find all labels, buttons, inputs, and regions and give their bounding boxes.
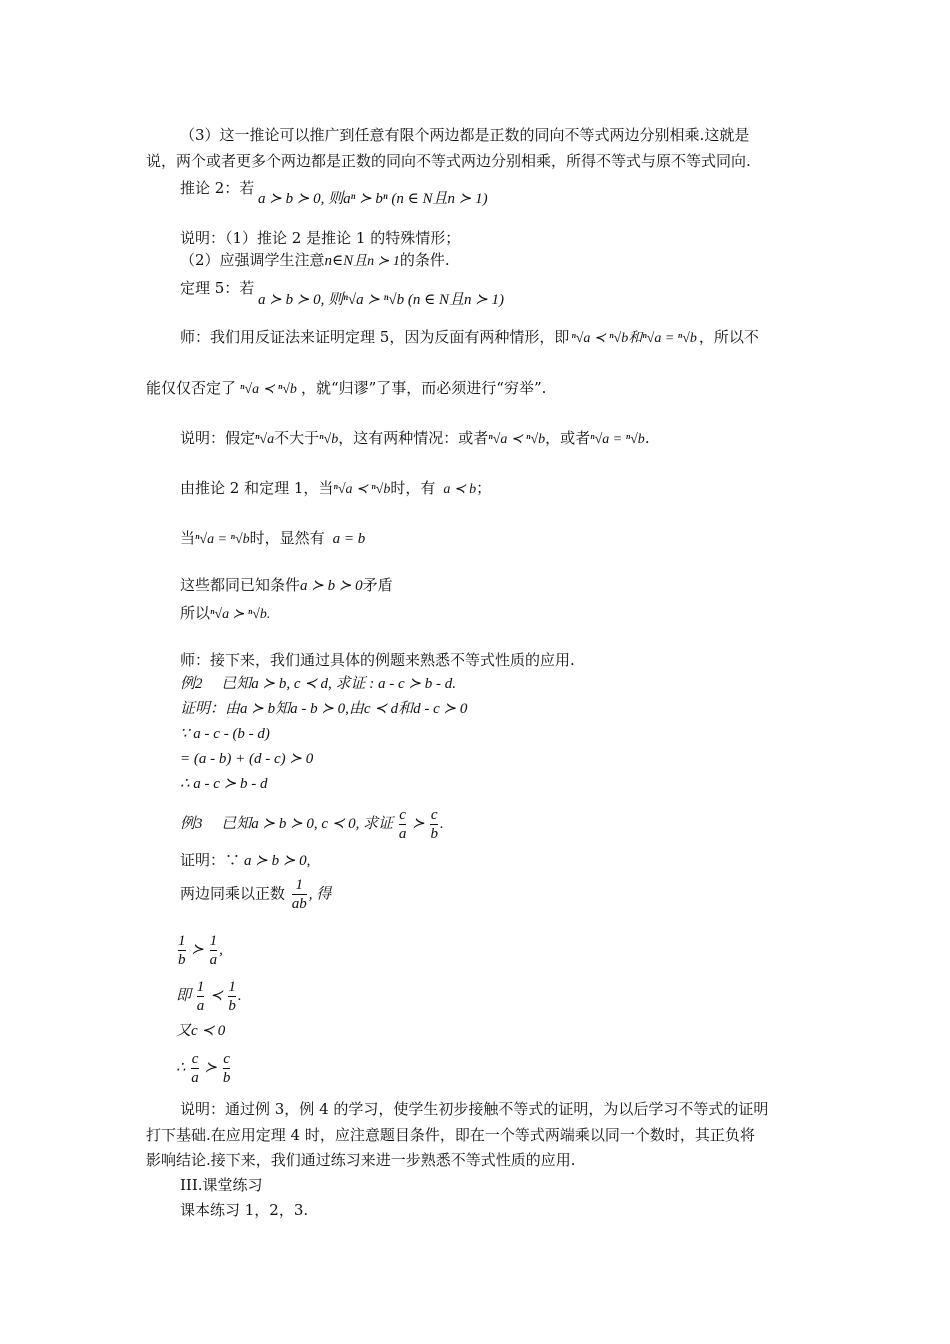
math-inline: ⁿ√a = ⁿ√b	[195, 532, 250, 547]
proof-line: = (a - b) + (d - c) ≻ 0	[180, 751, 314, 767]
text: 当	[180, 529, 196, 547]
fraction: $\frac{c}{a}$	[191, 1051, 199, 1086]
contradiction-line	[180, 575, 393, 596]
text: 时，显然有	[249, 529, 325, 547]
note-text: （2）应强调学生注意	[180, 251, 325, 269]
proof-conclusion: ∴ $\frac{c}{a}$ ≻ $\frac{c}{b}$	[176, 1051, 231, 1086]
summary-line: 说明：通过例 3，例 4 的学习，使学生初步接触不等式的证明，为以后学习不等式的证明	[180, 1100, 769, 1118]
math-inline: a = b	[332, 531, 366, 547]
text: ，或者	[545, 429, 591, 447]
teacher-remark-line: 师：接下来，我们通过具体的例题来熟悉不等式性质的应用.	[180, 651, 575, 669]
proof-line: ∴ a - c ≻ b - d	[180, 776, 268, 792]
corollary-2-label: 推论 2：若	[180, 179, 255, 197]
relation: ≻	[191, 941, 204, 958]
math-inline: ⁿ√a ≺ ⁿ√b	[488, 432, 546, 447]
teacher-remark-line	[180, 327, 759, 349]
math-inline: ⁿ√a	[255, 432, 275, 447]
text: ，这有两种情况：或者	[338, 429, 489, 447]
fraction: $\frac{c}{b}$	[222, 1051, 231, 1086]
summary-line: 影响结论.接下来，我们通过练习来进一步熟悉不等式性质的应用.	[146, 1151, 576, 1169]
text: 所以	[180, 604, 211, 622]
exercise-line: 课本练习 1，2，3.	[180, 1201, 309, 1219]
text: 两边同乘以正数	[180, 884, 286, 903]
remark-text: ，所以不	[698, 328, 759, 346]
math-inline: 且n ≻ 1	[353, 254, 400, 269]
fraction: $\frac{1}{b}$	[228, 979, 236, 1014]
text: 矛盾	[362, 576, 393, 594]
fraction: $\frac{1}{a}$	[196, 979, 205, 1014]
math-inline: ⁿ√a ≻ ⁿ√b.	[210, 607, 271, 622]
corollary-2-formula: a ≻ b ≻ 0, 则aⁿ ≻ bⁿ (n ∈ N且n ≻ 1)	[258, 191, 488, 207]
math-inline: ⁿ√a ≺ ⁿ√b和ⁿ√a = ⁿ√b	[571, 331, 697, 346]
text: ；	[476, 479, 492, 497]
math-inline: a ≻ b ≻ 0,	[244, 853, 311, 869]
note-line: 说明：（1）推论 2 是推论 1 的特殊情形；	[180, 229, 461, 247]
remark-text: ，就“归谬”了事，而必须进行“穷举”.	[300, 379, 547, 397]
proof-line: $\frac{1}{b}$ ≻ $\frac{1}{a}$ ,	[178, 933, 223, 968]
relation: ≻	[204, 1059, 218, 1076]
proof-line: 证明：由a ≻ b知a - b ≻ 0,由c ≺ d和d - c ≻ 0	[180, 701, 468, 717]
text: 这些都同已知条件	[180, 576, 301, 594]
fraction: $\frac{1}{b}$	[178, 933, 186, 968]
relation: ≻	[412, 815, 425, 832]
text: .	[644, 429, 650, 447]
text: 时，有	[390, 479, 436, 497]
reasoning-line	[180, 528, 365, 550]
remark-text: 师：我们用反证法来证明定理 5，因为反面有两种情形，即	[180, 328, 570, 346]
paragraph-line: 说，两个或者更多个两边都是正数的同向不等式两边分别相乘，所得不等式与原不等式同向.	[146, 152, 751, 170]
math-inline: a ≺ b	[443, 482, 477, 497]
reasoning-line	[180, 478, 491, 500]
proof-line: 即 $\frac{1}{a}$ ≺ $\frac{1}{b}$ .	[176, 979, 242, 1014]
proof-line: 又c ≺ 0	[176, 1023, 226, 1039]
summary-line: 打下基础.在应用定理 4 时，应注意题目条件，即在一个等式两端乘以同一个数时，其正负将	[146, 1126, 755, 1144]
text: 证明：∵	[180, 851, 241, 869]
math-inline: n∈N	[324, 253, 354, 269]
math-inline: a ≻ b ≻ 0	[300, 578, 363, 594]
math-inline: ⁿ√a ≺ ⁿ√b	[333, 482, 391, 497]
proof-line	[180, 850, 310, 871]
example-2: 例2 已知a ≻ b, c ≺ d, 求证 : a - c ≻ b - d.	[180, 676, 457, 692]
text: 不大于	[274, 429, 320, 447]
section-heading: III.课堂练习	[180, 1176, 263, 1194]
proof-line: 两边同乘以正数 $\frac{1}{ab}$ , 得	[180, 877, 332, 912]
assumption-line	[180, 428, 650, 450]
conclusion-line	[180, 603, 270, 625]
example-3: 例3 已知a ≻ b ≻ 0, c ≺ 0, 求证 $\frac{c}{a}$ ≻ $\frac{c}{b}$ .	[180, 807, 444, 842]
math-inline: ⁿ√a = ⁿ√b	[590, 432, 645, 447]
teacher-remark-line	[146, 378, 546, 400]
math-inline: ⁿ√a ≺ ⁿ√b	[240, 382, 297, 397]
fraction: $\frac{1}{ab}$	[291, 877, 307, 912]
fraction: $\frac{c}{a}$	[398, 807, 407, 842]
proof-line: ∵ a - c - (b - d)	[180, 726, 270, 742]
note-line	[180, 250, 450, 272]
fraction: $\frac{1}{a}$	[209, 933, 218, 968]
paragraph-line: （3）这一推论可以推广到任意有限个两边都是正数的同向不等式两边分别相乘.这就是	[180, 126, 750, 144]
theorem-5-formula: a ≻ b ≻ 0, 则ⁿ√a ≻ ⁿ√b (n ∈ N且n ≻ 1)	[258, 292, 505, 308]
theorem-5-label: 定理 5：若	[180, 279, 255, 297]
text: 由推论 2 和定理 1，当	[180, 479, 334, 497]
remark-text: 能仅仅否定了	[146, 379, 237, 397]
math-inline: ⁿ√b	[319, 432, 339, 447]
note-text: 的条件.	[399, 251, 450, 269]
text: 说明：假定	[180, 429, 256, 447]
text: 例3 已知a ≻ b ≻ 0, c ≺ 0, 求证	[180, 815, 394, 832]
fraction: $\frac{c}{b}$	[430, 807, 438, 842]
relation: ≺	[210, 987, 223, 1004]
